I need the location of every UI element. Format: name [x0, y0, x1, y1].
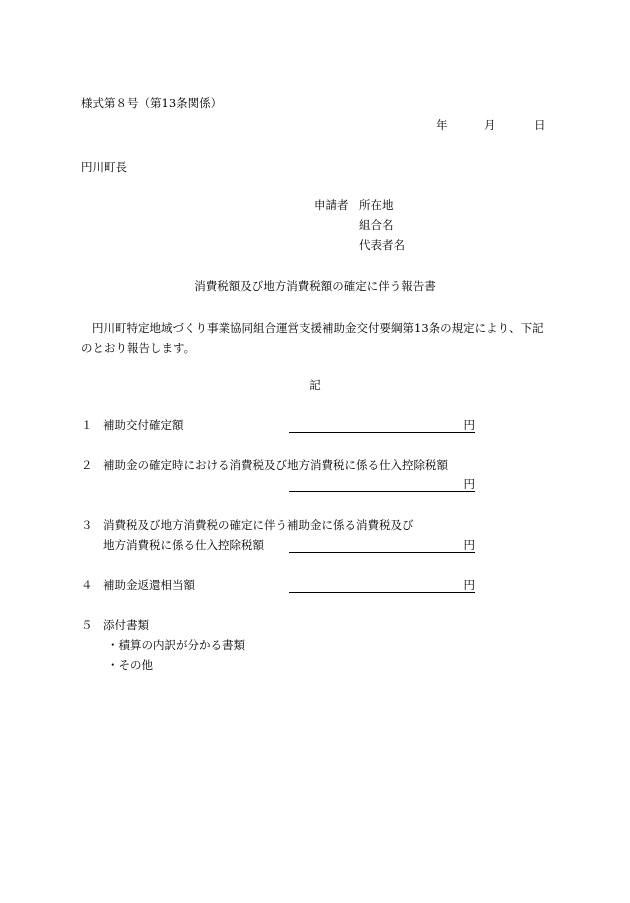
item-1-label: 補助交付確定額 — [103, 418, 184, 432]
applicant-address: 所在地 — [359, 198, 394, 212]
item-2-label: 補助金の確定時における消費税及び地方消費税に係る仕入控除税額 — [103, 458, 448, 472]
attachment-item-other: ・その他 — [107, 658, 153, 672]
applicant-representative: 代表者名 — [359, 238, 405, 252]
item-1-unit: 円 — [463, 418, 475, 432]
item-4-number: ４ — [81, 578, 93, 592]
addressee: 円川町長 — [81, 160, 127, 174]
item-3-label-line1: 消費税及び地方消費税の確定に伴う補助金に係る消費税及び — [103, 518, 414, 532]
item-3-label-line2: 地方消費税に係る仕入控除税額 — [103, 538, 264, 552]
item-3-amount-field[interactable] — [289, 538, 475, 553]
item-2-number: ２ — [81, 458, 93, 472]
form-number: 様式第８号（第13条関係） — [81, 96, 223, 110]
item-1-number: １ — [81, 418, 93, 432]
item-4-unit: 円 — [463, 578, 475, 592]
date-line — [436, 118, 546, 132]
document-title: 消費税額及び地方消費税額の確定に伴う報告書 — [194, 279, 436, 293]
applicant-union-name: 組合名 — [359, 218, 394, 232]
item-1-amount-field[interactable] — [289, 418, 475, 433]
item-5-label: 添付書類 — [103, 618, 149, 632]
item-2-unit: 円 — [463, 477, 475, 491]
ki-heading: 記 — [309, 378, 321, 392]
body-paragraph: 円川町特定地域づくり事業協同組合運営支援補助金交付要綱第13条の規定により、下記のとおり報告します。 — [81, 321, 544, 355]
date-month: 月 — [484, 118, 496, 132]
applicant-label: 申請者 — [314, 198, 349, 212]
item-4-amount-field[interactable] — [289, 578, 475, 593]
item-4-label: 補助金返還相当額 — [103, 578, 195, 592]
date-year: 年 — [436, 118, 448, 132]
item-2-amount-field[interactable] — [289, 477, 475, 492]
item-3-number: ３ — [81, 518, 93, 532]
item-3-unit: 円 — [463, 538, 475, 552]
date-day: 日 — [534, 118, 546, 132]
item-5-number: ５ — [81, 618, 93, 632]
attachment-item-breakdown: ・積算の内訳が分かる書類 — [107, 638, 245, 652]
